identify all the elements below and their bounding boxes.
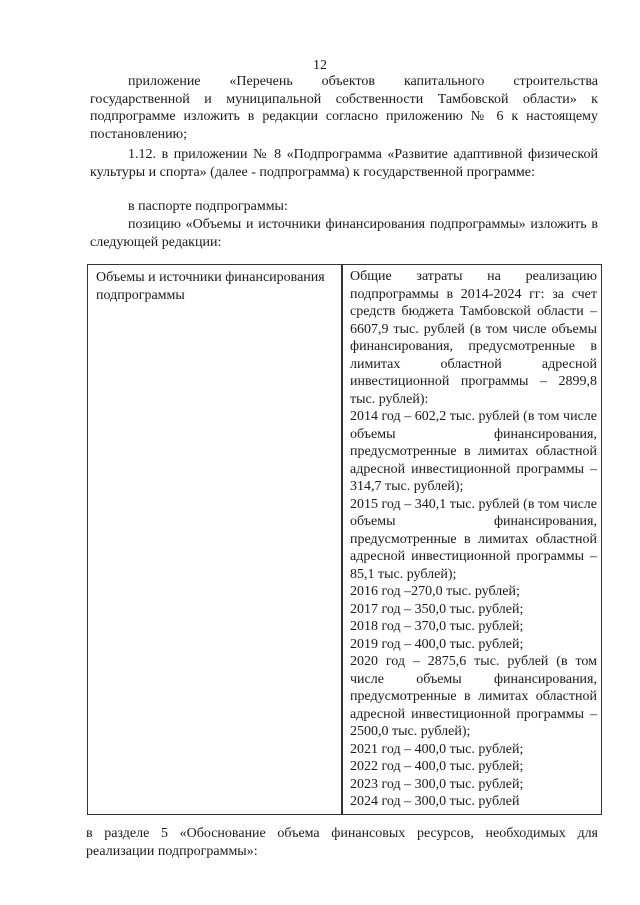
page-number: 12 <box>313 58 327 73</box>
funding-2014: 2014 год – 602,2 тыс. рублей (в том числе объемы финансирования, предусмотренные в лимитах областной адресной инвестиционной программы – 314,7 тыс. рублей); <box>350 409 597 494</box>
paragraph-section-5: в разделе 5 «Обоснование объема финансовых ресурсов, необходимых для реализации подпрограммы»: <box>86 826 598 859</box>
funding-2019: 2019 год – 400,0 тыс. рублей; <box>350 636 524 652</box>
passport-table <box>87 264 602 815</box>
funding-2017: 2017 год – 350,0 тыс. рублей; <box>350 601 524 617</box>
paragraph-passport: в паспорте подпрограммы: <box>128 199 288 214</box>
table-value-cell <box>346 265 601 814</box>
funding-2023: 2023 год – 300,0 тыс. рублей; <box>350 776 524 792</box>
table-label-cell <box>88 265 342 814</box>
funding-2021: 2021 год – 400,0 тыс. рублей; <box>350 741 524 757</box>
paragraph-appendix-6: приложение «Перечень объектов капитального строительства государственной и муниципальной собственности Тамбовской области» к подпрограмме изложить в редакции согласно приложению № 6 к настоящему постановлению; <box>90 74 598 142</box>
funding-2015: 2015 год – 340,1 тыс. рублей (в том числе объемы финансирования, предусмотренные в лимитах областной адресной инвестиционной программы – 85,1 тыс. рублей); <box>350 496 597 582</box>
funding-2016: 2016 год –270,0 тыс. рублей; <box>350 584 520 599</box>
funding-2022: 2022 год – 400,0 тыс. рублей; <box>350 759 524 774</box>
funding-2018: 2018 год – 370,0 тыс. рублей; <box>350 619 524 634</box>
paragraph-position: позицию «Объемы и источники финансирования подпрограммы» изложить в следующей редакции: <box>90 217 598 250</box>
funding-total: Общие затраты на реализацию подпрограммы в 2014-2024 гг: за счет средств бюджета Тамбовской области – 6607,9 тыс. рублей (в том числе объемы финансирования, предусмотренные в лимитах областной адресной инвестиционной программы – 2899,8 тыс. рублей): <box>350 269 597 407</box>
paragraph-item-1-12: 1.12. в приложении № 8 «Подпрограмма «Развитие адаптивной физической культуры и спорта» (далее - подпрограмма) к государственной программе: <box>90 147 598 180</box>
funding-2024: 2024 год – 300,0 тыс. рублей <box>350 794 520 809</box>
funding-2020: 2020 год – 2875,6 тыс. рублей (в том числе объемы финансирования, предусмотренные в лимитах областной адресной инвестиционной программы – 2500,0 тыс. рублей); <box>350 654 597 739</box>
column-divider <box>342 265 344 814</box>
table-label: Объемы и источники финансирования подпрограммы <box>96 270 325 303</box>
